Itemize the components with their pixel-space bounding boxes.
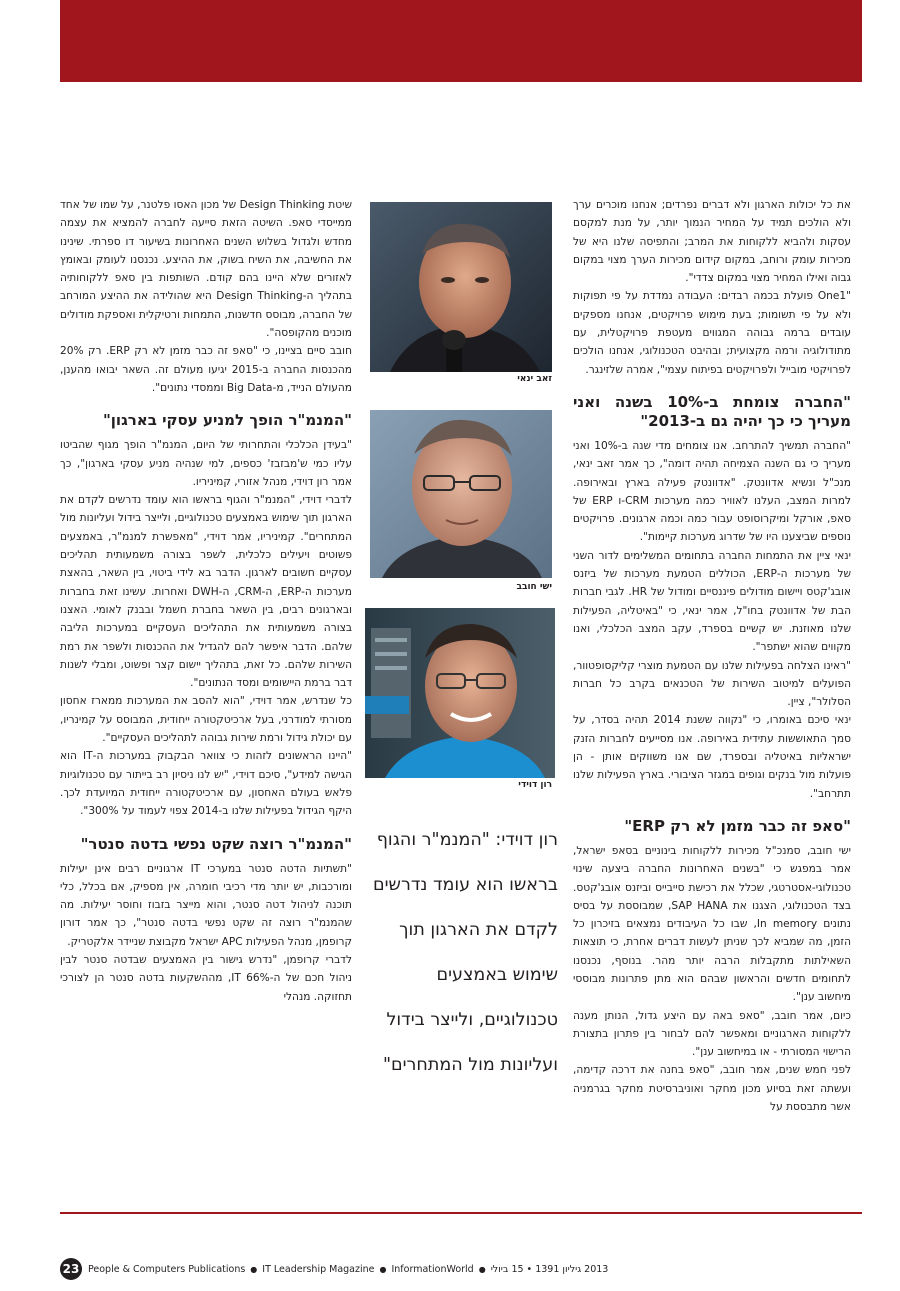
- paragraph: לדברי קרופמן, "נדרש גישור בין האמצעים שבדטה סנטר לבין ניהול חכם של ה-66% IT, מההשקעות בדטה סנטר הן לצורכי תחזוקה. מנהלי: [60, 953, 352, 1003]
- portrait-photo-1: [370, 202, 552, 372]
- portrait-2-image: [370, 410, 552, 578]
- section-heading: "החברה צומחת ב-10% בשנה ואני מעריך כי כך יהיה גם ב-2013": [573, 392, 851, 430]
- section-heading: "המנמ"ר הופך למניע עסקי בארגון": [102, 411, 352, 430]
- section-heading: "סאפ זה כבר מזמן לא רק ERP": [624, 816, 851, 835]
- paragraph: חובב סיים בציינו, כי "סאפ זה כבר מזמן לא רק ERP. רק 20% מהכנסות החברה ב-2015 יגיעו מעולם זה. השאר יבואו מהענן, מהעולם הנייד, מ-Big Data וממסדי נתונים".: [60, 345, 352, 394]
- paragraph: לדברי דוידי, "המנמ"ר והגוף בראשו הוא עומד נדרשים לקדם את הארגון תוך שימוש באמצעים טכנולוגיים, ולייצר בידול ועליונות מול המתחרים". קמיניריו, אמר דוידי, "מאפשרת למנמ"ר, באמצעים פשוטים ויעילים כלכלית, לשפר בצורה משמעותית תהליכים עסקיים חשובים לארגון. הדבר בא לידי ביטוי, בין השאר, בהאצת מערכות ה-ERP, ה-CRM, ה-DWH ואחרות. עשינו זאת בחברות ובארגונים רבים, בין השאר בחברת חשמל ובבנק לאומי. האצנו בצורה משמעותית את התהליכים העסקיים במערכות הליבה שלהם. הדבר איפשר להם להגדיל את ההכנסות ולשפר את רמת השירות שלהם. כל זאת, בתהליך יישום קצר ופשוט, ומבלי לשנות דבר ברמת היישומים ומסד הנתונים".: [60, 494, 353, 690]
- paragraph: "תשתיות הדטה סנטר במערכי IT ארגוניים רבים אינן יעילות ומורכבות, יש יותר מדי רכיבי חומרה, אין מספיק, אם בכלל, כלי תוכנה לניהול דטה סנטר, והוא מייצר בזבוז וחוסר יעילות. מה שהמנמ"ר רוצה זה שקט נפשי בדטה סנטר", כך אמר דורון קרופמן, מנהל הפעילות APC ישראל מקבוצת שניידר אלקטריק.: [60, 862, 352, 948]
- header-banner: [60, 0, 862, 82]
- article-column-left: [60, 196, 352, 1006]
- photo-caption: זאב ינאי: [517, 374, 552, 384]
- paragraph: "בעידן הכלכלי והתחרותי של היום, המנמ"ר הופך מגוף שהביטו עליו כמי ש'מבזבז' כספים, למי שנהיה מניע עסקי בארגון", כך אמר רון דוידי, מנהל אזורי, קמיניריו.: [60, 439, 352, 488]
- portrait-3-image: [365, 608, 555, 778]
- photo-caption: ישי חובב: [516, 582, 552, 592]
- paragraph: ינאי ציין את התמחות החברה בתחומים המשלימים לדור השני של מערכות ה-ERP, הכוללים הטמעת מערכות של ביזנס אובג'קטס ויישום מודולים פיננסיים ומודול של HR. לגבי חברות הבת של אדוונטק בחו"ל, אמר ינאי, כי "באיטליה, הפעילות שלנו מאוזנת. יש קשיים בספרד, עקב המצב הכלכלי, ואנו מקווים שהוא ישתפר".: [573, 549, 852, 654]
- portrait-photo-3: [365, 608, 555, 778]
- bullet-icon: ●: [250, 1264, 258, 1274]
- bullet-icon: ●: [379, 1264, 387, 1274]
- paragraph: שיטת Design Thinking של מכון האסו פלטנר, על שמו של אחד ממייסדי סאפ. השיטה הזאת סייעה לחברה להמציא את עצמה מחדש ולגדול בשלוש השנים האחרונות בשיעור דו ספרתי. שינינו את החשיבה, את השיח בשוק, את ההיצע. נכנסנו לעומק ובאומץ לאזורים שלא היינו בהם קודם. השותפות בין סאפ ללקוחותיה בתהליך ה-Design Thinking היא שהולידה את ההיצע המורחב של החברה, מבוסס חדשנות, התמחות ורטיקלית ואספקת מודולים מוכנים מהקופסה".: [60, 199, 352, 340]
- bullet-icon: ●: [478, 1264, 486, 1274]
- page-number: 23: [60, 1258, 82, 1280]
- paragraph: כל שנדרש, אמר דוידי, "הוא להסב את המערכות ממארז אחסון מסורתי למודרני, בעל ארכיטקטורה ייחודית, המבוסס על קמינריו, עם יכולת גידול ורמת שירות גבוהה לתהליכים העסקיים".: [60, 695, 352, 745]
- footer-rule: [60, 1212, 862, 1214]
- paragraph: ינאי סיכם באומרו, כי "נקווה ששנת 2014 תהיה בסדר, על סמך התאוששות עתידית באירופה. אנו מסייעים לחברות הזנק ישראליות באיטליה ובספרד, שם אנו משווקים אותן - הן פועלות מול בנקים וגופים במגזר הציבורי. בארץ הפעילות שלנו תתרחב".: [573, 714, 851, 800]
- paragraph: "היינו הראשונים לזהות כי צוואר הבקבוק במערכות ה-IT הוא הגישה למידע", סיכם דוידי, "יש לנו ניסיון רב בייתור עם טכנולוגיות פלאש בעולם האחסון, עם ארכיטקטורה ייחודית המיועדת לכך. היקף הגידול בפעילות שלנו ב-2014 צפוי לעמוד על 300%".: [60, 750, 352, 818]
- paragraph: לפני חמש שנים, אמר חובב, "סאפ בחנה את דרכה קדימה, ועשתה זאת בסיוע מכון מחקר ואוניברסיטת מחקר בגרמניה אשר מתבססת על: [573, 1064, 851, 1114]
- paragraph: "החברה תמשיך להתרחב. אנו צומחים מדי שנה ב-10% ואני מעריך כי גם השנה הצמיחה תהיה דומה", כך אמר זאב ינאי, מנכ"ל ונשיא אדוונטק. "אדוונטק פעילה בארץ ובאירופה. למרות המצב, העלנו לאוויר כמה מערכות CRM-ו ERP של סאפ, אורקל ומיקרוסופט עבור כמה וכמה ארגונים. פרויקטים נוספים שביצענו היו של שדרוג מערכות קיימות".: [573, 439, 852, 544]
- page-footer: [60, 1257, 862, 1281]
- paragraph: את כל יכולות הארגון ולא דברים נפרדים; אנחנו מוכרים ערך ולא הולכים תמיד על המחיר הנמוך יותר, על מנת למקסם עסקות ולהביא ללקוחות את המרב; והתפיסה שלנו היא של מכירות עומק ורוחב, במקום קידום מכירות הערך מצוי במקום גבוה ואילו המחיר מצוי במקום צדדי".: [573, 199, 851, 285]
- article-column-right: [573, 196, 851, 1116]
- paragraph: כיום, אמר חובב, "סאפ באה עם היצע גדול, הנותן מענה ללקוחות הארגוניים ומאפשר להם לבחור בין פתרון בתצורת הרישוי המסורתי - או במיחשוב ענן".: [573, 1009, 851, 1059]
- footer-issue: 2013 גיליון 1391 • 15 ביולי: [490, 1263, 609, 1275]
- paragraph: ישי חובב, סמנכ"ל מכירות ללקוחות בינוניים בסאפ ישראל, אמר במפגש כי "בשנים האחרונות החברה ביצעה שינוי טכנולוגי-אסטרטגי, שכלל את רכישת סייבייס וביזנס אובג'קטס. בצד הטכנולוגי, הצגנו את SAP HANA, שמבוססת על בסיס נתונים In memory, שבו כל העיבודים נמצאים בזיכרון כל הזמן, מה שמביא לכך שניתן לעשות דברים אחרת, כי תוצאות השאילתות מתקבלות הרבה יותר מהר. בנוסף, נכנסנו לתחומים חדשים והראשון שבהם הוא מתן פתרונות מבוססי מיחשוב ענן".: [573, 844, 852, 1004]
- pull-quote: רון דוידי: "המנמ"ר והגוף בראשו הוא עומד נדרשים לקדם את הארגון תוך שימוש באמצעים טכנולוגיים, ולייצר בידול ועליונות מול המתחרים": [373, 830, 558, 1075]
- photo-caption: רון דוידי: [518, 780, 552, 790]
- footer-site: InformationWorld: [391, 1263, 474, 1275]
- section-heading: "המנמ"ר רוצה שקט נפשי בדטה סנטר": [80, 834, 352, 853]
- footer-publisher: People & Computers Publications: [88, 1263, 246, 1275]
- footer-magazine: IT Leadership Magazine: [262, 1263, 375, 1275]
- paragraph: "ראינו הצלחה בפעילות שלנו עם הטמעת מוצרי קליקסופטוור, הפועלים למיטוב השירות של הטכנאים בקרב כל חברות הסלולר", ציין.: [573, 659, 851, 709]
- portrait-1-image: [370, 202, 552, 372]
- paragraph: "One1 פועלת בכמה רבדים: העבודה נמדדת על פי תפוקות ולא על פי תשומות; בעת מימוש פרויקטים, אנחנו מספקים עובדים ברמה גבוהה המגווים מעטפת פרויקטלית, עם מתודולוגיה ורמה מקצועית; ובהיבט הטכנולוגי, אנחנו הולכים לפרויקטי מובייל ולפרויקטים בפיתוח עצמי", אמרה שלזינגר.: [573, 290, 851, 376]
- portrait-photo-2: [370, 410, 552, 578]
